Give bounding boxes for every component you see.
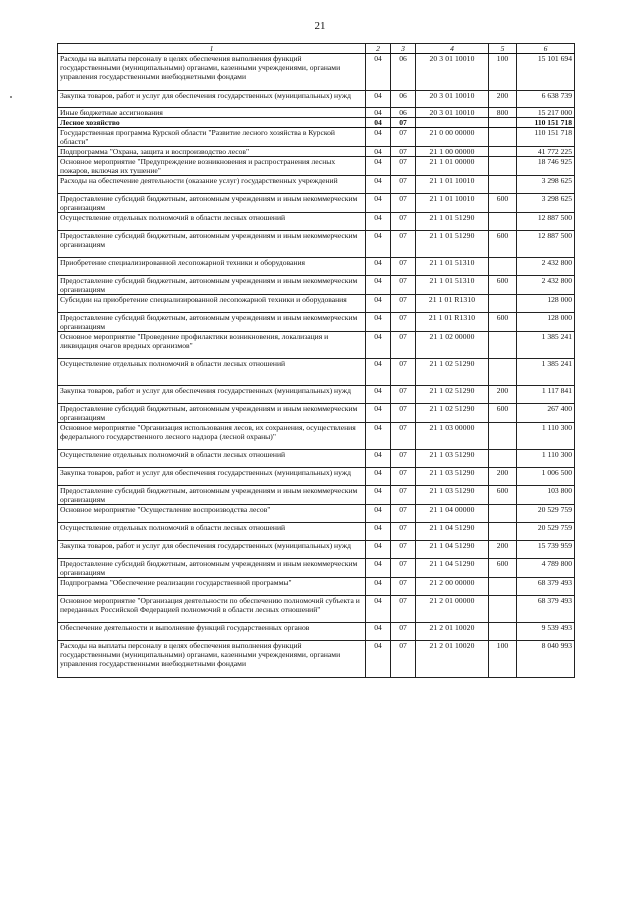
row-col-2: 04	[366, 295, 391, 313]
row-name: Приобретение специализированной лесопожарной техники и оборудования	[58, 258, 366, 276]
row-code: 21 1 02 51290	[416, 359, 489, 386]
row-code: 20 3 01 10010	[416, 91, 489, 108]
row-col-2: 04	[366, 641, 391, 678]
table-row	[58, 641, 575, 678]
row-sum: 68 379 493	[517, 596, 575, 623]
row-col-3: 07	[391, 213, 416, 231]
table-row	[58, 147, 575, 157]
row-name: Закупка товаров, работ и услуг для обеспечения государственных (муниципальных) нужд	[58, 91, 366, 108]
row-col-3: 07	[391, 505, 416, 523]
row-name: Лесное хозяйство	[58, 118, 366, 128]
table-row	[58, 386, 575, 404]
row-sum: 103 800	[517, 486, 575, 505]
row-vr	[489, 423, 517, 450]
header-col-6: 6	[517, 44, 575, 54]
row-col-2: 04	[366, 386, 391, 404]
row-col-2: 04	[366, 176, 391, 194]
row-sum: 8 040 993	[517, 641, 575, 678]
row-col-2: 04	[366, 541, 391, 559]
row-code: 21 1 01 R1310	[416, 295, 489, 313]
row-col-2: 04	[366, 486, 391, 505]
table-row	[58, 468, 575, 486]
row-vr: 600	[489, 231, 517, 258]
row-col-3: 07	[391, 147, 416, 157]
table-row	[58, 213, 575, 231]
row-col-3: 07	[391, 578, 416, 596]
row-sum: 6 638 739	[517, 91, 575, 108]
row-name: Осуществление отдельных полномочий в области лесных отношений	[58, 450, 366, 468]
row-sum: 1 385 241	[517, 359, 575, 386]
header-col-3: 3	[391, 44, 416, 54]
table-row	[58, 505, 575, 523]
table-row	[58, 332, 575, 359]
row-col-3: 07	[391, 258, 416, 276]
row-name: Подпрограмма "Обеспечение реализации государственной программы"	[58, 578, 366, 596]
row-sum: 128 000	[517, 295, 575, 313]
row-col-2: 04	[366, 118, 391, 128]
row-code: 21 1 01 10010	[416, 194, 489, 213]
row-vr: 600	[489, 404, 517, 423]
row-sum: 1 117 841	[517, 386, 575, 404]
row-code: 21 1 03 00000	[416, 423, 489, 450]
row-code: 21 1 02 51290	[416, 404, 489, 423]
row-vr	[489, 147, 517, 157]
header-col-2: 2	[366, 44, 391, 54]
row-name: Предоставление субсидий бюджетным, автономным учреждениям и иным некоммерческим организациям	[58, 231, 366, 258]
row-col-3: 07	[391, 559, 416, 578]
row-col-3: 07	[391, 313, 416, 332]
row-sum: 15 739 959	[517, 541, 575, 559]
row-vr	[489, 596, 517, 623]
row-col-3: 07	[391, 157, 416, 176]
row-vr	[489, 128, 517, 147]
row-code: 21 1 01 51290	[416, 231, 489, 258]
row-col-3: 07	[391, 128, 416, 147]
row-col-3: 07	[391, 118, 416, 128]
row-code: 21 1 04 51290	[416, 523, 489, 541]
row-code: 21 1 01 51310	[416, 276, 489, 295]
row-sum: 110 151 718	[517, 128, 575, 147]
row-sum: 9 539 493	[517, 623, 575, 641]
row-name: Основное мероприятие "Проведение профилактики возникновения, локализация и ликвидация очагов вредных организмов"	[58, 332, 366, 359]
table-row	[58, 176, 575, 194]
table-row	[58, 450, 575, 468]
row-code: 21 1 02 51290	[416, 386, 489, 404]
table-row	[58, 231, 575, 258]
row-sum: 3 298 625	[517, 194, 575, 213]
table-body	[58, 54, 575, 678]
table-row	[58, 118, 575, 128]
row-col-2: 04	[366, 258, 391, 276]
header-col-1: 1	[58, 44, 366, 54]
row-col-3: 07	[391, 231, 416, 258]
row-code: 21 1 01 51310	[416, 258, 489, 276]
row-sum: 2 432 800	[517, 258, 575, 276]
row-sum: 1 385 241	[517, 332, 575, 359]
row-col-2: 04	[366, 313, 391, 332]
table-row	[58, 194, 575, 213]
row-vr: 200	[489, 91, 517, 108]
row-col-3: 07	[391, 486, 416, 505]
row-col-2: 04	[366, 128, 391, 147]
page-number: 21	[314, 20, 326, 32]
row-vr	[489, 359, 517, 386]
row-col-3: 07	[391, 295, 416, 313]
row-vr: 800	[489, 108, 517, 118]
row-name: Подпрограмма "Охрана, защита и воспроизводство лесов"	[58, 147, 366, 157]
row-col-3: 07	[391, 423, 416, 450]
row-col-2: 04	[366, 596, 391, 623]
row-vr	[489, 578, 517, 596]
row-code: 21 1 04 51290	[416, 541, 489, 559]
row-col-2: 04	[366, 213, 391, 231]
row-sum: 15 217 000	[517, 108, 575, 118]
row-name: Закупка товаров, работ и услуг для обеспечения государственных (муниципальных) нужд	[58, 541, 366, 559]
row-code: 21 1 01 10010	[416, 176, 489, 194]
row-code	[416, 118, 489, 128]
row-name: Основное мероприятие "Осуществление воспроизводства лесов"	[58, 505, 366, 523]
row-name: Предоставление субсидий бюджетным, автономным учреждениям и иным некоммерческим организациям	[58, 404, 366, 423]
row-name: Расходы на выплаты персоналу в целях обеспечения выполнения функций государственными (муниципальными) органами, казенными учреждениями, органами управления государственными внебюджетными фондами	[58, 54, 366, 91]
table-row	[58, 295, 575, 313]
table-row	[58, 108, 575, 118]
row-vr	[489, 176, 517, 194]
row-name: Обеспечение деятельности и выполнение функций государственных органов	[58, 623, 366, 641]
row-col-3: 07	[391, 541, 416, 559]
row-col-2: 04	[366, 108, 391, 118]
row-vr	[489, 505, 517, 523]
table-row	[58, 596, 575, 623]
row-sum: 68 379 493	[517, 578, 575, 596]
table-header-row	[58, 44, 575, 54]
row-col-2: 04	[366, 523, 391, 541]
row-vr: 600	[489, 194, 517, 213]
row-name: Предоставление субсидий бюджетным, автономным учреждениям и иным некоммерческим организациям	[58, 559, 366, 578]
row-name: Государственная программа Курской области "Развитие лесного хозяйства в Курской области"	[58, 128, 366, 147]
row-name: Основное мероприятие "Предупреждение возникновения и распространения лесных пожаров, включая их тушение"	[58, 157, 366, 176]
row-name: Предоставление субсидий бюджетным, автономным учреждениям и иным некоммерческим организациям	[58, 313, 366, 332]
row-sum: 20 529 759	[517, 523, 575, 541]
row-code: 21 1 04 51290	[416, 559, 489, 578]
row-sum: 267 400	[517, 404, 575, 423]
row-col-2: 04	[366, 194, 391, 213]
row-col-3: 07	[391, 450, 416, 468]
row-col-3: 07	[391, 623, 416, 641]
header-col-5: 5	[489, 44, 517, 54]
row-vr: 200	[489, 468, 517, 486]
row-vr	[489, 213, 517, 231]
table-row	[58, 157, 575, 176]
row-sum: 128 000	[517, 313, 575, 332]
row-code: 20 3 01 10010	[416, 108, 489, 118]
row-code: 20 3 01 10010	[416, 54, 489, 91]
table-row	[58, 91, 575, 108]
budget-table	[57, 43, 575, 678]
table-row	[58, 559, 575, 578]
row-name: Осуществление отдельных полномочий в области лесных отношений	[58, 359, 366, 386]
row-sum: 1 110 300	[517, 423, 575, 450]
row-col-3: 07	[391, 641, 416, 678]
table-row	[58, 404, 575, 423]
row-sum: 110 151 718	[517, 118, 575, 128]
row-col-2: 04	[366, 91, 391, 108]
row-code: 21 1 02 00000	[416, 332, 489, 359]
row-code: 21 2 01 00000	[416, 596, 489, 623]
table-row	[58, 423, 575, 450]
row-name: Иные бюджетные ассигнования	[58, 108, 366, 118]
row-code: 21 1 03 51290	[416, 450, 489, 468]
row-vr: 600	[489, 313, 517, 332]
row-col-2: 04	[366, 505, 391, 523]
row-name: Осуществление отдельных полномочий в области лесных отношений	[58, 213, 366, 231]
row-col-3: 07	[391, 386, 416, 404]
table-row	[58, 523, 575, 541]
row-vr: 100	[489, 54, 517, 91]
row-name: Закупка товаров, работ и услуг для обеспечения государственных (муниципальных) нужд	[58, 386, 366, 404]
row-col-3: 06	[391, 54, 416, 91]
row-sum: 12 887 500	[517, 231, 575, 258]
row-vr: 600	[489, 559, 517, 578]
row-col-2: 04	[366, 450, 391, 468]
row-vr	[489, 523, 517, 541]
row-col-3: 07	[391, 276, 416, 295]
scan-speck	[10, 96, 12, 98]
row-col-2: 04	[366, 468, 391, 486]
row-vr	[489, 623, 517, 641]
row-name: Основное мероприятие "Организация деятельности по обеспечению полномочий субъекта и переданных Российской Федерацией полномочий в области лесных отношений"	[58, 596, 366, 623]
row-sum: 15 101 694	[517, 54, 575, 91]
row-col-2: 04	[366, 231, 391, 258]
table-row	[58, 313, 575, 332]
row-col-2: 04	[366, 404, 391, 423]
row-col-3: 07	[391, 523, 416, 541]
row-sum: 41 772 225	[517, 147, 575, 157]
row-col-3: 07	[391, 359, 416, 386]
row-vr: 600	[489, 486, 517, 505]
row-code: 21 0 00 00000	[416, 128, 489, 147]
row-col-2: 04	[366, 359, 391, 386]
row-vr	[489, 118, 517, 128]
row-sum: 18 746 925	[517, 157, 575, 176]
row-code: 21 1 01 R1310	[416, 313, 489, 332]
row-name: Закупка товаров, работ и услуг для обеспечения государственных (муниципальных) нужд	[58, 468, 366, 486]
table-row	[58, 258, 575, 276]
row-name: Расходы на обеспечение деятельности (оказание услуг) государственных учреждений	[58, 176, 366, 194]
row-vr	[489, 157, 517, 176]
row-vr	[489, 332, 517, 359]
row-col-2: 04	[366, 623, 391, 641]
row-col-2: 04	[366, 332, 391, 359]
row-vr: 600	[489, 276, 517, 295]
row-name: Предоставление субсидий бюджетным, автономным учреждениям и иным некоммерческим организациям	[58, 276, 366, 295]
row-vr	[489, 258, 517, 276]
row-vr: 200	[489, 386, 517, 404]
row-name: Субсидии на приобретение специализированной лесопожарной техники и оборудования	[58, 295, 366, 313]
table-row	[58, 623, 575, 641]
row-sum: 1 006 500	[517, 468, 575, 486]
row-col-3: 07	[391, 332, 416, 359]
row-sum: 2 432 800	[517, 276, 575, 295]
row-col-3: 07	[391, 404, 416, 423]
row-col-3: 06	[391, 91, 416, 108]
row-name: Осуществление отдельных полномочий в области лесных отношений	[58, 523, 366, 541]
row-col-2: 04	[366, 147, 391, 157]
row-col-3: 07	[391, 194, 416, 213]
row-col-2: 04	[366, 54, 391, 91]
row-sum: 12 887 500	[517, 213, 575, 231]
row-vr	[489, 295, 517, 313]
row-col-3: 07	[391, 176, 416, 194]
table-row	[58, 128, 575, 147]
row-name: Расходы на выплаты персоналу в целях обеспечения выполнения функций государственными (муниципальными) органами, казенными учреждениями, органами управления государственными внебюджетными фондами	[58, 641, 366, 678]
table-row	[58, 578, 575, 596]
row-col-2: 04	[366, 157, 391, 176]
row-sum: 3 298 625	[517, 176, 575, 194]
row-code: 21 2 01 10020	[416, 641, 489, 678]
row-vr	[489, 450, 517, 468]
row-code: 21 1 03 51290	[416, 468, 489, 486]
row-code: 21 1 01 00000	[416, 157, 489, 176]
header-col-4: 4	[416, 44, 489, 54]
row-name: Предоставление субсидий бюджетным, автономным учреждениям и иным некоммерческим организациям	[58, 486, 366, 505]
table-row	[58, 486, 575, 505]
row-col-3: 07	[391, 596, 416, 623]
row-code: 21 2 00 00000	[416, 578, 489, 596]
row-col-2: 04	[366, 578, 391, 596]
table-row	[58, 276, 575, 295]
row-vr: 100	[489, 641, 517, 678]
row-name: Предоставление субсидий бюджетным, автономным учреждениям и иным некоммерческим организациям	[58, 194, 366, 213]
row-code: 21 1 01 51290	[416, 213, 489, 231]
row-sum: 1 110 300	[517, 450, 575, 468]
row-code: 21 1 03 51290	[416, 486, 489, 505]
row-code: 21 1 04 00000	[416, 505, 489, 523]
row-col-3: 07	[391, 468, 416, 486]
row-name: Основное мероприятие "Организация использования лесов, их сохранения, осуществления федерального государственного лесного надзора (лесной охраны)"	[58, 423, 366, 450]
row-col-2: 04	[366, 559, 391, 578]
row-col-2: 04	[366, 423, 391, 450]
table-row	[58, 54, 575, 91]
table-row	[58, 541, 575, 559]
row-vr: 200	[489, 541, 517, 559]
row-sum: 4 789 800	[517, 559, 575, 578]
row-code: 21 1 00 00000	[416, 147, 489, 157]
row-code: 21 2 01 10020	[416, 623, 489, 641]
row-col-3: 06	[391, 108, 416, 118]
table-row	[58, 359, 575, 386]
row-sum: 20 529 759	[517, 505, 575, 523]
row-col-2: 04	[366, 276, 391, 295]
